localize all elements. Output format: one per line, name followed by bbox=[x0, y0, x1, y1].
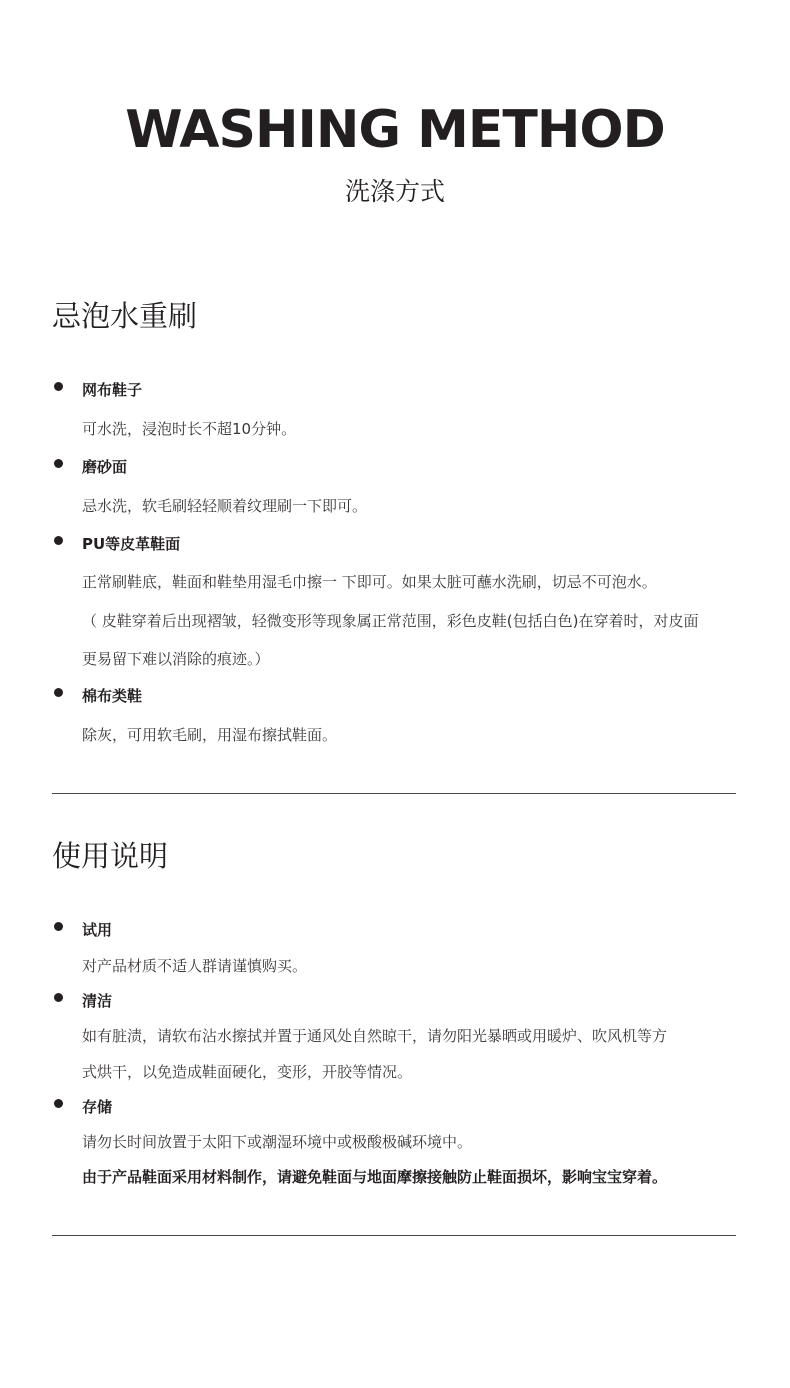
item-text-pu-leather-3: 更易留下难以消除的痕迹。） bbox=[82, 650, 270, 668]
item-text-mesh-shoes: 可水洗，浸泡时长不超10分钟。 bbox=[82, 420, 297, 438]
bullet-icon bbox=[54, 1099, 63, 1108]
page-header bbox=[0, 100, 790, 208]
bullet-icon bbox=[54, 922, 63, 931]
bullet-icon bbox=[54, 688, 63, 697]
item-title-cleaning: 清洁 bbox=[82, 992, 113, 1010]
section-no-soaking bbox=[52, 298, 736, 334]
item-title-mesh-shoes: 网布鞋子 bbox=[82, 381, 143, 399]
item-text-pu-leather-1: 正常刷鞋底，鞋面和鞋垫用湿毛巾擦一 下即可。如果太脏可蘸水洗刷，切忌不可泡水。 bbox=[82, 573, 657, 591]
page-title: WASHING METHOD bbox=[125, 100, 665, 160]
item-text-cotton-shoes: 除灰，可用软毛刷，用湿布擦拭鞋面。 bbox=[82, 726, 338, 744]
item-title-cotton-shoes: 棉布类鞋 bbox=[82, 687, 143, 705]
item-text-storage: 请勿长时间放置于太阳下或潮湿环境中或极酸极碱环境中。 bbox=[82, 1133, 473, 1151]
bullet-icon bbox=[54, 382, 63, 391]
page-subtitle: 洗涤方式 bbox=[344, 177, 445, 206]
item-title-trial: 试用 bbox=[82, 921, 113, 939]
notice-text: 由于产品鞋面采用材料制作，请避免鞋面与地面摩擦接触防止鞋面损坏，影响宝宝穿着。 bbox=[82, 1168, 668, 1186]
item-title-suede: 磨砂面 bbox=[82, 458, 128, 476]
section-title: 忌泡水重刷 bbox=[52, 299, 198, 333]
item-text-trial: 对产品材质不适人群请谨慎购买。 bbox=[82, 957, 308, 975]
bullet-icon bbox=[54, 459, 63, 468]
bullet-icon bbox=[54, 993, 63, 1002]
section-instructions bbox=[52, 838, 736, 874]
item-title-storage: 存储 bbox=[82, 1098, 113, 1116]
divider bbox=[52, 1235, 736, 1236]
item-text-cleaning-1: 如有脏渍，请软布沾水擦拭并置于通风处自然晾干，请勿阳光暴晒或用暖炉、吹风机等方 bbox=[82, 1027, 668, 1045]
item-title-pu-leather: PU等皮革鞋面 bbox=[82, 535, 181, 553]
divider bbox=[52, 793, 736, 794]
bullet-icon bbox=[54, 536, 63, 545]
section-title: 使用说明 bbox=[52, 839, 169, 873]
item-text-suede: 忌水洗，软毛刷轻轻顺着纹理刷一下即可。 bbox=[82, 497, 368, 515]
item-text-pu-leather-2: （ 皮鞋穿着后出现褶皱，轻微变形等现象属正常范围，彩色皮鞋(包括白色)在穿着时，对皮面 bbox=[82, 612, 699, 630]
item-text-cleaning-2: 式烘干，以免造成鞋面硬化，变形，开胶等情况。 bbox=[82, 1063, 413, 1081]
